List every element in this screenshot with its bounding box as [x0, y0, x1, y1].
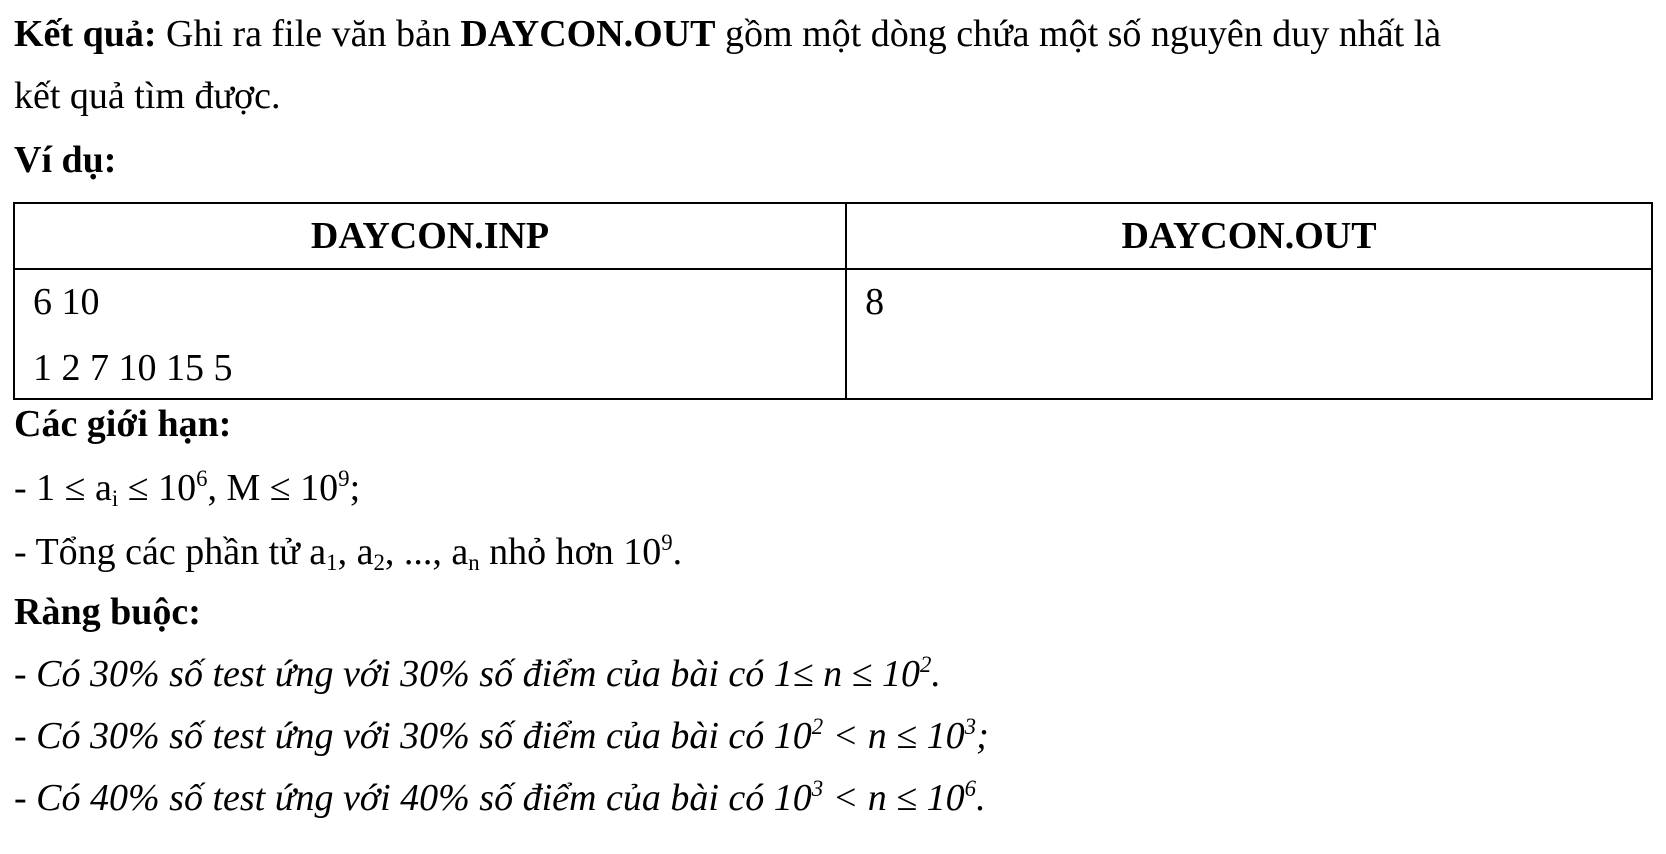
result-label: Kết quả:: [14, 13, 157, 55]
constraint-2-text-c: ;: [976, 715, 989, 757]
limits-l1-sub: i: [111, 485, 119, 511]
limits-l1-sup-2: 9: [338, 466, 350, 492]
limits-l1-text-b: ≤ 10: [118, 467, 197, 509]
limits-heading: Các giới hạn:: [14, 403, 232, 445]
constraints-heading: Ràng buộc:: [14, 591, 201, 633]
constraint-line-3: [14, 776, 986, 820]
constraint-1-text-b: .: [931, 653, 941, 695]
input-cell: [14, 269, 846, 399]
constraint-2-text-a: - Có 30% số test ứng với 30% số điểm của bài có 10: [14, 715, 812, 757]
limits-l2-text-b: , a: [337, 531, 374, 573]
limits-l1-sup-1: 6: [196, 466, 208, 492]
limits-l2-sub-2: 2: [373, 549, 385, 575]
limits-l2-text-a: - Tổng các phần tử a: [14, 531, 327, 573]
input-line-1: 6 10: [33, 281, 100, 323]
result-text-1: Ghi ra file văn bản: [156, 13, 461, 55]
input-line-2: 1 2 7 10 15 5: [33, 347, 233, 389]
limits-line-1: [14, 466, 360, 510]
limits-l2-text-c: , ..., a: [384, 531, 469, 573]
result-paragraph: [14, 12, 1441, 56]
limits-l2-sub-3: n: [468, 549, 480, 575]
example-table: [13, 202, 1653, 400]
output-line-1: 8: [865, 281, 885, 323]
example-table-header: [14, 203, 1652, 269]
limits-l2-sub-1: 1: [326, 549, 338, 575]
limits-l1-text-a: - 1 ≤ a: [14, 467, 112, 509]
constraint-3-text-a: - Có 40% số test ứng với 40% số điểm của bài có 10: [14, 777, 812, 819]
constraint-1-sup: 2: [919, 652, 932, 678]
constraint-1-text-a: - Có 30% số test ứng với 30% số điểm của bài có 1≤ n ≤ 10: [14, 653, 920, 695]
limits-l1-text-d: ;: [349, 467, 361, 509]
limits-l2-sup: 9: [661, 530, 673, 556]
limits-l2-text-e: .: [672, 531, 683, 573]
constraint-line-2: [14, 714, 989, 758]
result-paragraph-cont: kết quả tìm được.: [14, 75, 281, 117]
result-text-2: gồm một dòng chứa một số nguyên duy nhất là: [715, 13, 1442, 55]
constraint-3-sup-2: 6: [964, 776, 977, 802]
constraint-3-text-c: .: [976, 777, 986, 819]
limits-l2-text-d: nhỏ hơn 10: [479, 531, 662, 573]
constraint-2-sup-2: 3: [964, 714, 977, 740]
output-cell: [846, 269, 1652, 399]
example-heading: Ví dụ:: [14, 139, 117, 181]
constraint-3-text-b: < n ≤ 10: [823, 777, 965, 819]
result-filename: DAYCON.OUT: [460, 13, 716, 55]
header-output-file: DAYCON.OUT: [846, 203, 1652, 269]
constraint-3-sup-1: 3: [811, 776, 824, 802]
example-table-row: [14, 269, 1652, 399]
limits-line-2: [14, 530, 682, 574]
constraint-2-sup-1: 2: [811, 714, 824, 740]
limits-l1-text-c: , M ≤ 10: [207, 467, 339, 509]
constraint-2-text-b: < n ≤ 10: [823, 715, 965, 757]
constraint-line-1: [14, 652, 941, 696]
header-input-file: DAYCON.INP: [14, 203, 846, 269]
